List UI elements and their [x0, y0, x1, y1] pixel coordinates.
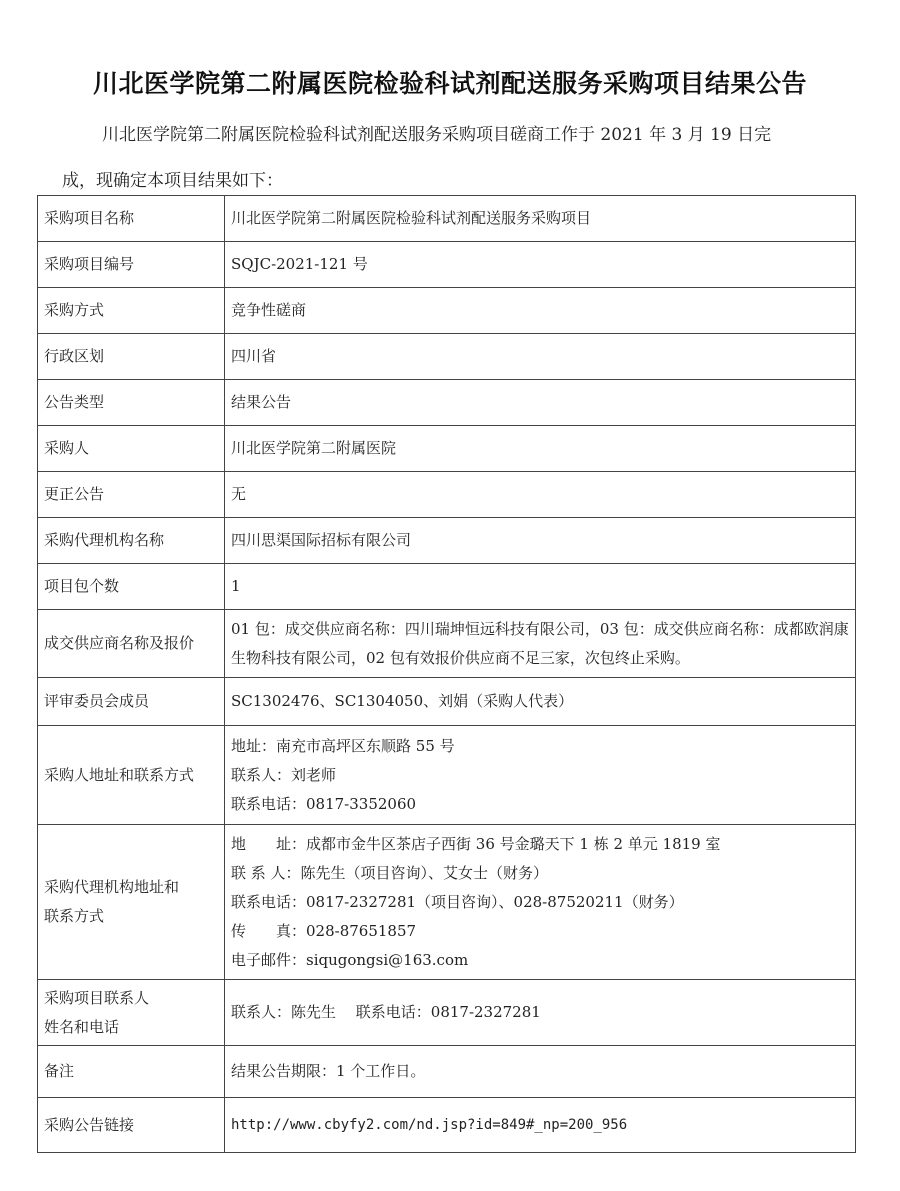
agency-address: 地 址：成都市金牛区茶店子西街 36 号金璐天下 1 栋 2 单元 1819 室 [231, 834, 721, 853]
label-line-2: 联系方式 [44, 907, 105, 925]
table-row [38, 610, 856, 678]
purchaser-phone: 联系电话：0817-3352060 [231, 794, 417, 813]
row-value-package-count: 1 [225, 564, 856, 610]
row-value-project-contact: 联系人：陈先生 联系电话：0817-2327281 [225, 980, 856, 1046]
intro-text-line-1: 川北医学院第二附属医院检验科试剂配送服务采购项目磋商工作于 2021 年 3 月 19 日完 [102, 125, 772, 145]
page-title: 川北医学院第二附属医院检验科试剂配送服务采购项目结果公告 [92, 69, 807, 98]
agency-phone: 联系电话：0817-2327281（项目咨询）、028-87520211（财务） [231, 892, 684, 911]
row-label-purchaser: 采购人 [38, 426, 225, 472]
row-value-procurement-method: 竞争性磋商 [225, 288, 856, 334]
table-row [38, 288, 856, 334]
purchaser-contact-person: 联系人：刘老师 [231, 765, 337, 784]
table-row [38, 242, 856, 288]
row-label-winning-supplier: 成交供应商名称及报价 [38, 610, 225, 678]
row-label-notice-link: 采购公告链接 [38, 1098, 225, 1153]
table-row [38, 518, 856, 564]
row-label-notice-type: 公告类型 [38, 380, 225, 426]
row-value-agency-contact [225, 825, 856, 980]
row-label-remarks: 备注 [38, 1046, 225, 1098]
result-info-table [37, 195, 856, 1153]
table-row [38, 1046, 856, 1098]
row-value-region: 四川省 [225, 334, 856, 380]
table-row [38, 564, 856, 610]
row-value-project-number: SQJC-2021-121 号 [225, 242, 856, 288]
row-label-purchaser-contact: 采购人地址和联系方式 [38, 726, 225, 825]
table-row [38, 426, 856, 472]
agency-fax: 传 真：028-87651857 [231, 921, 417, 940]
table-row [38, 472, 856, 518]
row-label-region: 行政区划 [38, 334, 225, 380]
row-label-project-name: 采购项目名称 [38, 196, 225, 242]
row-label-agency-name: 采购代理机构名称 [38, 518, 225, 564]
label-line-1: 采购项目联系人 [44, 988, 150, 1007]
row-label-project-contact [38, 980, 225, 1046]
table-row [38, 334, 856, 380]
row-value-project-name: 川北医学院第二附属医院检验科试剂配送服务采购项目 [225, 196, 856, 242]
row-value-purchaser: 川北医学院第二附属医院 [225, 426, 856, 472]
table-row [38, 980, 856, 1046]
row-label-procurement-method: 采购方式 [38, 288, 225, 334]
row-value-purchaser-contact [225, 726, 856, 825]
table-row [38, 825, 856, 980]
row-value-review-committee: SC1302476、SC1304050、刘娟（采购人代表） [225, 678, 856, 726]
row-label-agency-contact [38, 825, 225, 980]
row-value-agency-name: 四川思渠国际招标有限公司 [225, 518, 856, 564]
row-value-remarks: 结果公告期限：1 个工作日。 [225, 1046, 856, 1098]
table-row [38, 1098, 856, 1153]
row-label-correction-notice: 更正公告 [38, 472, 225, 518]
label-line-1: 采购代理机构地址和 [44, 878, 180, 896]
purchaser-address: 地址：南充市高坪区东顺路 55 号 [231, 736, 455, 755]
row-value-correction-notice: 无 [225, 472, 856, 518]
table-row [38, 196, 856, 242]
row-value-winning-supplier: 01 包：成交供应商名称：四川瑞坤恒远科技有限公司，03 包：成交供应商名称：成都欧润康生物科技有限公司，02 包有效报价供应商不足三家，次包终止采购。 [225, 610, 856, 678]
agency-email: 电子邮件：siqugongsi@163.com [231, 950, 469, 969]
row-value-notice-type: 结果公告 [225, 380, 856, 426]
intro-text-line-2: 成，现确定本项目结果如下： [62, 171, 283, 191]
label-line-2: 姓名和电话 [44, 1017, 120, 1036]
row-label-review-committee: 评审委员会成员 [38, 678, 225, 726]
row-label-package-count: 项目包个数 [38, 564, 225, 610]
table-row [38, 726, 856, 825]
table-row [38, 380, 856, 426]
row-label-project-number: 采购项目编号 [38, 242, 225, 288]
table-row [38, 678, 856, 726]
agency-contact-person: 联 系 人：陈先生（项目咨询）、艾女士（财务） [231, 863, 549, 882]
row-value-notice-link[interactable]: http://www.cbyfy2.com/nd.jsp?id=849#_np=200_956 [225, 1098, 856, 1153]
